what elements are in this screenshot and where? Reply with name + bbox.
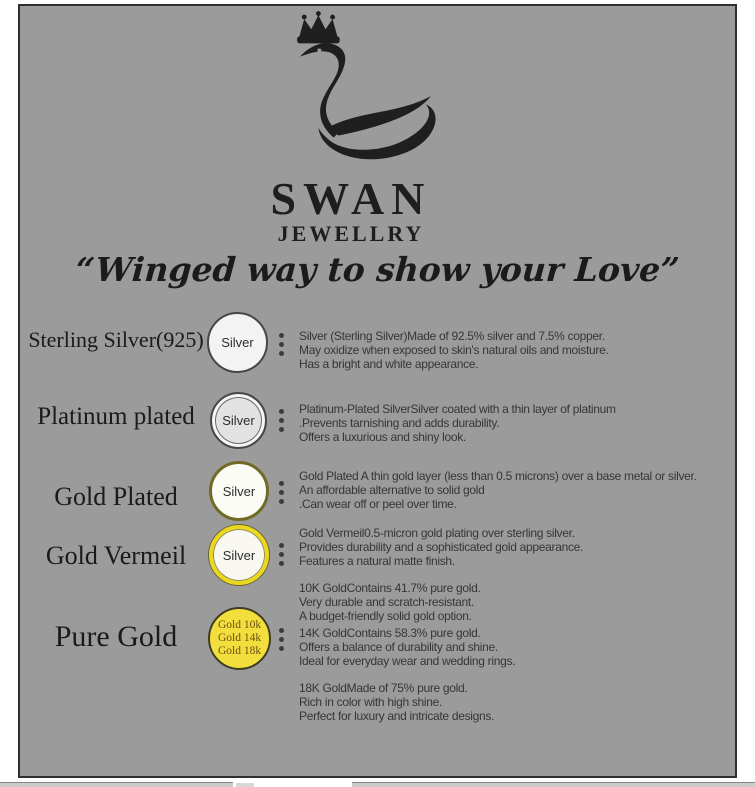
dots-separator (279, 481, 284, 504)
dot-icon (279, 552, 284, 557)
brand-subtitle: JEWELLRY (277, 221, 425, 246)
badge-line: Gold 14k (217, 632, 262, 644)
dot-icon (279, 561, 284, 566)
horizontal-scrollbar-track[interactable] (0, 782, 233, 787)
desc-gold-vermeil (299, 527, 744, 568)
desc-gold-plated (299, 470, 744, 511)
metal-label-sterling-silver: Sterling Silver(925) (28, 327, 204, 352)
metal-label-pure-gold: Pure Gold (54, 620, 178, 653)
desc-line: Provides durability and a sophisticated gold appearance. (299, 539, 584, 554)
desc-line: Gold Plated A thin gold layer (less than 0.5 microns) over a base metal or silver. (299, 469, 697, 483)
desc-line: .Prevents tarnishing and adds durability. (299, 415, 500, 430)
dot-icon (279, 409, 284, 414)
dot-icon (279, 342, 284, 347)
dot-icon (279, 628, 284, 633)
dot-icon (279, 427, 284, 432)
desc-line: Features a natural matte finish. (299, 553, 455, 568)
gold-plated-badge (209, 461, 269, 521)
desc-line: 14K GoldContains 58.3% pure gold. (299, 626, 481, 640)
desc-line: Gold Vermeil0.5-micron gold plating over sterling silver. (299, 526, 575, 540)
desc-platinum-plated (299, 403, 744, 444)
desc-line: Silver (Sterling Silver)Made of 92.5% silver and 7.5% copper. (299, 329, 605, 343)
horizontal-scrollbar-track[interactable] (352, 782, 755, 787)
desc-line: Offers a balance of durability and shine. (299, 639, 498, 654)
desc-line: Platinum-Plated SilverSilver coated with a thin layer of platinum (299, 402, 616, 416)
dots-separator (279, 628, 284, 651)
metal-label-gold-plated: Gold Plated (54, 482, 178, 511)
desc-line: Perfect for luxury and intricate designs. (299, 708, 495, 723)
desc-10k-gold (299, 582, 744, 623)
crowned-swan-icon (292, 10, 444, 172)
desc-14k-gold (299, 627, 744, 668)
desc-line: A budget-friendly solid gold option. (299, 608, 472, 623)
desc-line: 10K GoldContains 41.7% pure gold. (299, 581, 481, 595)
badge-text: Silver (222, 413, 255, 428)
desc-line: Offers a luxurious and shiny look. (299, 429, 467, 444)
badge-text: Silver (222, 547, 256, 563)
pure-gold-badge (208, 607, 271, 670)
badge-line: Gold 10k (217, 619, 262, 631)
dot-icon (279, 637, 284, 642)
dot-icon (279, 490, 284, 495)
desc-line: Has a bright and white appearance. (299, 356, 479, 371)
badge-text: Silver (222, 483, 256, 499)
dots-separator (279, 409, 284, 432)
scrollbar-thumb[interactable] (236, 783, 254, 787)
dots-separator (279, 543, 284, 566)
dot-icon (279, 481, 284, 486)
silver-badge (207, 312, 268, 373)
brand-title: SWAN (270, 173, 432, 224)
desc-sterling-silver (299, 330, 744, 371)
desc-line: May oxidize when exposed to skin's natural oils and moisture. (299, 342, 609, 357)
dot-icon (279, 499, 284, 504)
metal-label-platinum-plated: Platinum plated (37, 403, 195, 430)
dot-icon (279, 418, 284, 423)
gold-vermeil-badge (209, 525, 269, 585)
desc-line: 18K GoldMade of 75% pure gold. (299, 681, 468, 695)
desc-line: Rich in color with high shine. (299, 694, 443, 709)
dot-icon (279, 543, 284, 548)
desc-line: Ideal for everyday wear and wedding rings. (299, 653, 516, 668)
desc-line: Very durable and scratch-resistant. (299, 594, 474, 609)
dot-icon (279, 646, 284, 651)
brand-tagline: “Winged way to show your Love” (74, 250, 681, 289)
metal-label-gold-vermeil: Gold Vermeil (45, 541, 187, 570)
dot-icon (279, 333, 284, 338)
desc-line: An affordable alternative to solid gold (299, 482, 485, 497)
dots-separator (279, 333, 284, 356)
badge-text: Silver (221, 335, 254, 350)
desc-18k-gold (299, 682, 744, 723)
dot-icon (279, 351, 284, 356)
swan-eye (317, 48, 321, 52)
badge-line: Gold 18k (217, 645, 262, 657)
platinum-badge (210, 392, 267, 449)
desc-line: .Can wear off or peel over time. (299, 496, 457, 511)
